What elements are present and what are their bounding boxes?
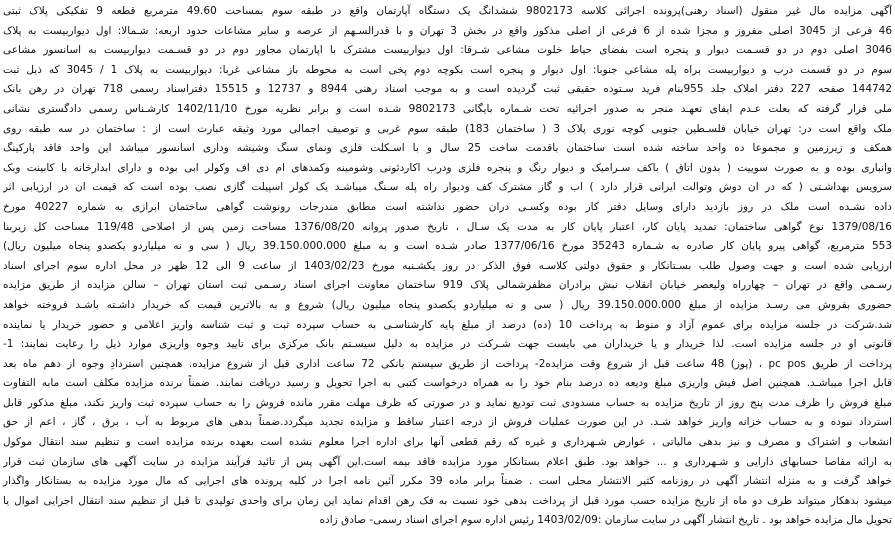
notice-line: 553 مترمربع، گواهی پیرو پایان کار صادره به شـماره 35243 مورخ 1377/06/16 صادر شـده است و به مبلغ 39.150.000.000 ریال ( سی و نه میلیاردو یکصدو پنجاه میلیون ریال) (3, 240, 892, 253)
notice-line: ارزیابی شده است و جهت وصول طلب بسـتانکار و حقوق دولتی کلاسـه فوق الذکر در روز یکشـنبه مورخ 1403/02/23 از ساعت 9 الی 12 ظهر در محل اداره سوم اجرای اسناد (3, 259, 892, 272)
notice-line: شد.شرکت در جلسه مزایده برای عموم آزاد و منوط به پرداخت 10 (ده) درصد از مبلغ پایه کارشناسـی به حساب سپرده ثبت و ثبت شناسه واریز اعلامی و حضور خریدار یا نماینده (3, 318, 892, 331)
notice-line-last: تحویل مال مزایده خواهد بود . تاریخ انتشار آگهی در سایت سازمان :1403/02/09 رئیس اداره سوم اجرای اسناد رسمی- صادق زاده (319, 514, 892, 527)
notice-line: رسـمی واقع در تهران – چهارراه ولیعصر خیابان انقلاب نبش برادران مظفرشمالی پلاک 919 ساختمان معاونت اجرای اسناد رسـمی ثبت استان تهران – سالن مزایده از طریق مزایده (3, 279, 892, 292)
notice-line: حضوری بفروش می رسـد مزایده از مبلغ 39.150.000.000 ریال ( سی و نه میلیاردو یکصدو پنجاه میلیون ریال) شروع و به بالاترین قیمت که خریدار داشـته باشـد فروخته خواهد (3, 298, 892, 311)
notice-line: پرداخت از طریق pc pos ، (پوز) 48 ساعت قبل از شروع وقت مزایده2- پرداخت از طریق سیستم بانکی 72 ساعت اداری قبل از شروع مزایده. همچنین استردادِ وجوه از دهم ماه بعد (3, 357, 892, 370)
notice-line: 1379/08/16 نوع گواهی ساختمان: تمدید پایان کار، اعتبار پایان کار به مدت یک سـال ، تاریخ صدور پروانه 1376/08/20 مساحت زمین پس از اصلاحی 119/48 مساحت کل زیربنا (3, 220, 892, 233)
notice-line: قابل اجرا میباشـد. همچنین اصل فیش واریزی مبلغ ودیعه ده درصد بنام خود را به همراه درخواست کتبی به اجرا تحویل و رسید دریافت نمایند. ضمناً برنده مزایده مکلف است مابه التفاوت (3, 377, 892, 390)
notice-line: خواهد گرفت و به منزله انتشار آگهی در روزنامه کثیر الانتشار محلی است . ضمناً برابر ماده 39 مکرر آئین نامه اجرا در کلیه پرونده های اجرایی که مال مورد مزایده به بستانکار واگذار (3, 475, 892, 488)
notice-line: به ارائه مفاصا حسابهای دارایی و شـهرداری و ... خواهد بود. طبق اعلام بستانکار مورد مزایده فاقد بیمه است.این آگهی پس از تائید فرآیند مزایده در سایت آگهی های سازمان ثبت قرار (3, 455, 892, 468)
notice-line: انشعاب و اشتراک و مصرف و نیز بدهی مالیاتی ، عوارض شـهرداری و غیره که رقم قطعی آنها برای اداره اجرا معلوم نشده است بعهده برنده مزایده است و تنظیم سند انتقال موکول (3, 436, 892, 449)
notice-line: مبلغ فروش را ظرف مدت پنج روز از تاریخ مزایده به حساب مسدودی ثبت تودیع نماید و در صورتی که ظرف مهلت مقرر مانده فروش را به حساب سپرده ثبت واریز نکند، مبلغ مذکور قابل (3, 396, 892, 409)
notice-line: وانباری بوده و به صورت سوییت ( بدون اتاق ) باکف سـرامیک و دیوار رنگ و پنجره فلزی ودرب اکاردئونی وشومینه وکمدهای ام دی اف وکولر ابی بوده و دارای ابدارخانه با کابینت وبک (3, 161, 892, 174)
notice-line: آگهی مزایده مال غیر منقول (اسناد رهنی)پرونده اجرائی کلاسه 9802173 ششدانگ یک دستگاه آپارتمان واقع در طبقه سوم بمساحت 49.60 مترمربع قطعه 9 تفکیکی پلاک ثبتی (3, 5, 892, 17)
notice-line: قانونی او در جلسه مزایده است. لذا خریدار و یا خریداران می بایست جهت شـرکت در مزایده به دلیل سیسـتم بانک مرکزی برای تایید وجوه واریزی موارد ذیل را رعایت نمایند: 1- (3, 338, 892, 351)
notice-line: 144742 صفحه 227 دفتر املاک جلد 955بنام فرید سـتوده حقیقی ثبت گردیده است و به موجب اسناد رهنی 8944 و 12737 و 15515 دفتراسناد رسمی 718 تهران در رهن بانک (3, 83, 892, 96)
notice-line: سوم در دو قسمت درب و دیواربیست براه پله مشاعی جنوبا: اول دیوار و پنجره است بکوچه دوم پخی است به محوطه باز مشاعی غربا: دیواربیست به پلاک 1 / 3045 که ذیل ثبت (3, 63, 892, 76)
notice-line: میشود بدهکار میتواند ظرف دو ماه از تاریخ مزایده حسب مورد قبل از پرداخت بدهی خود نسبت به فک رهن اقدام نماید این زمان برای واحدی تولیدی تا قبل از تنظیم سند انتقال اجرایی اموال یا (3, 494, 892, 507)
notice-line: 3046 اصلی دوم در دو قسـمت دیوار و پنجره است بفضای حیاط خلوت مشاعی شـرقا: اول دیواربیست مشترک با اپارتمان مجاور دوم در دو قسـمت دیواربیست به اسانسور مشاعی (3, 44, 892, 57)
notice-line: استرداد نبوده و به حساب خزانه واریز خواهد شـد. در این صورت عملیات فروش از درجه اعتبار ساقط و مزایده تجدید میگردد.ضمناً بدهی های مربوط به آب ، برق ، گاز ، اعم از حق (3, 416, 892, 429)
notice-line: داده نشـده است ملک در روز بازدید دارای وسایل دفتر کار بوده وکسـی دران حضور نداشته است مطابق مندرجات رونوشت گواهی ساختمان ابرازی به شماره 40227 مورخ (3, 200, 892, 213)
notice-line: سرویس بهداشـتی ( که در ان دوش وتوالت ایرانی قرار دارد ) اب و گاز مشترک کف ودیوار راه پله سـنگ میباشـد یک کولر اسپیلت گازی نصب بوده است که قیمت ان در ارزیابی اثر (3, 181, 892, 194)
notice-line: ملک واقع است در: تهران خیابان فلسـطین جنوبی کوچه نوری پلاک 3 ( ساختمان 183) طبقه سوم غربی و توصیف اجمالی مورد وثیقه عبارت است از : ساختمان در سه طبقه روی (3, 122, 892, 135)
notice-line: 46 فرعی از 3045 اصلی مفروز و مجزا شده از 6 فرعی از اصلی مذکور واقع در بخش 3 تهران و با قدرالسـهم از عرصه و سایر مشاعات حدود اربعه: شـمالا: اول دیواربیست به پلاک (3, 24, 892, 37)
notice-line: همکف و زیرزمین و مجموعا ده واحد ساخته شده است ساختمان باقدمت ساخت 25 سال و با اسـکلت فلزی ونمای سنگ وشیشه وداری اسانسور میباشد این واحد فاقد پارکینگ (3, 142, 892, 155)
notice-line: ملی قرار گرفته که بعلت عـدم ایفای تعهـد منجر به صدور اجرائیه تحت شـماره بایگانی 9802173 شـده است و برابر نظریه مورخ 1402/11/10 کارشـناس رسمی دادگستری نشانی (3, 102, 892, 115)
